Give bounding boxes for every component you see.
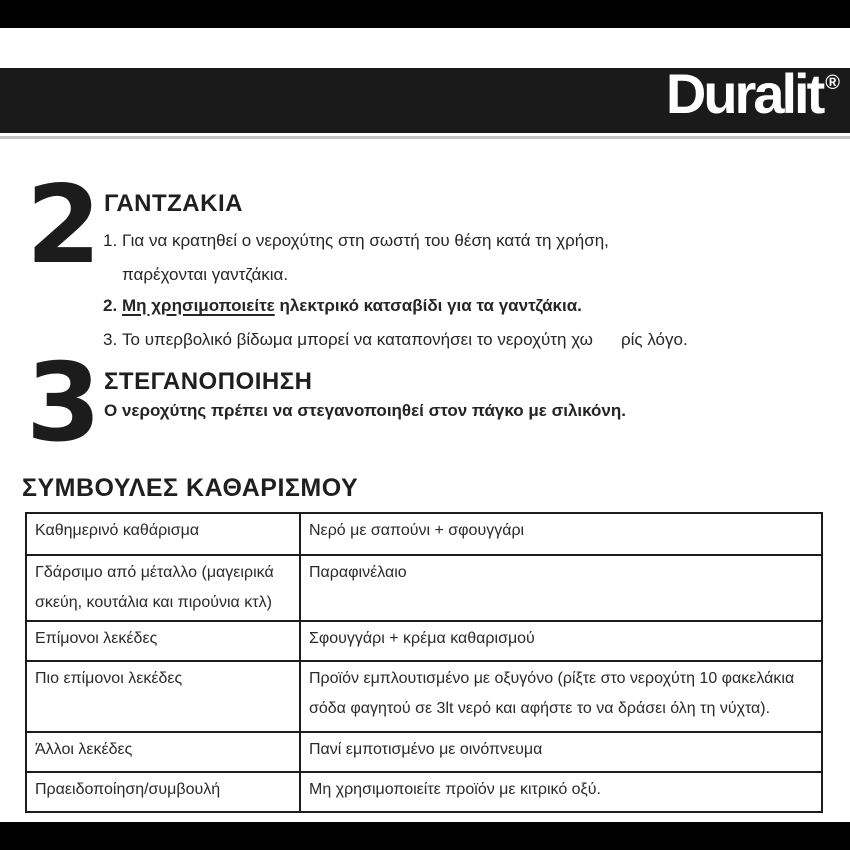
tip-label-cell	[26, 513, 300, 555]
item-1-number: 1.	[103, 231, 118, 250]
tip-label: Πραειδοποίηση/συμβουλή	[35, 781, 221, 798]
item-3-number: 3.	[103, 330, 118, 349]
section-2-title: ΓΑΝΤΖΑΚΙΑ	[104, 190, 243, 217]
section-3-body: Ο νεροχύτης πρέπει να στεγανοποιηθεί στον πάγκο με σιλικόνη.	[104, 401, 626, 420]
tip-value-line-2: σόδα φαγητού σε 3lt νερό και αφήστε το να δράσει όλη τη νύχτα).	[309, 700, 771, 717]
brand-name: Duralit	[665, 62, 823, 125]
section-2-item-1-line-2	[122, 265, 288, 285]
tip-label-line-2: σκεύη, κουτάλια και πιρούνια κτλ)	[35, 594, 272, 611]
section-2-item-3	[103, 330, 688, 350]
tip-value: Παραφινέλαιο	[309, 564, 407, 581]
item-1-text: Για να κρατηθεί ο νεροχύτης στη σωστή του θέση κατά τη χρήση,	[122, 231, 609, 250]
brand-band	[0, 62, 850, 133]
table-row	[26, 513, 822, 555]
item-3-text-part-2: ρίς λόγο.	[620, 330, 688, 349]
tip-value-cell	[300, 772, 822, 812]
tip-label-cell	[26, 732, 300, 772]
tip-label: Γδάρσιμο από μέταλλο (μαγειρικά	[35, 564, 274, 581]
tip-value-cell	[300, 732, 822, 772]
item-2-text: ηλεκτρικό κατσαβίδι για τα γαντζάκια.	[274, 296, 582, 315]
band-divider-rule	[0, 136, 850, 139]
tip-value-cell	[300, 513, 822, 555]
tip-value: Μη χρησιμοποιείτε προϊόν με κιτρικό οξύ.	[309, 781, 601, 798]
section-3-number: 3	[26, 341, 102, 466]
tip-value-cell	[300, 555, 822, 621]
tip-value: Νερό με σαπούνι + σφουγγάρι	[309, 522, 525, 539]
cleaning-tips-heading: ΣΥΜΒΟΥΛΕΣ ΚΑΘΑΡΙΣΜΟΥ	[22, 474, 359, 502]
tip-label: Άλλοι λεκέδες	[35, 741, 133, 758]
tip-label: Πιο επίμονοι λεκέδες	[35, 670, 183, 687]
tip-value-cell	[300, 661, 822, 732]
item-2-underlined-text: Μη χρησιμοποιείτε	[122, 296, 275, 315]
item-1-text-continued: παρέχονται γαντζάκια.	[122, 265, 289, 284]
top-letterbox-bar	[0, 0, 850, 28]
bottom-letterbox-bar	[0, 822, 850, 850]
tip-value: Προϊόν εμπλουτισμένο με οξυγόνο (ρίξτε στο νεροχύτη 10 φακελάκια	[309, 670, 795, 687]
table-row	[26, 732, 822, 772]
table-row	[26, 621, 822, 661]
item-3-text-part-1: Το υπερβολικό βίδωμα μπορεί να καταπονήσει το νεροχύτη χω	[122, 330, 593, 349]
section-2-item-1-line-1	[103, 231, 609, 251]
cleaning-tips-table	[25, 512, 823, 813]
section-2-number: 2	[26, 163, 102, 288]
tip-label-cell	[26, 621, 300, 661]
table-row	[26, 555, 822, 621]
section-2-item-2	[103, 296, 582, 316]
tip-label-cell	[26, 772, 300, 812]
table-row	[26, 661, 822, 732]
table-row	[26, 772, 822, 812]
registered-trademark-icon: ®	[825, 72, 840, 94]
tip-value: Πανί εμποτισμένο με οινόπνευμα	[309, 741, 543, 758]
tip-value: Σφουγγάρι + κρέμα καθαρισμού	[309, 630, 535, 647]
tip-label: Επίμονοι λεκέδες	[35, 630, 158, 647]
tip-label: Καθημερινό καθάρισμα	[35, 522, 200, 539]
tip-label-cell	[26, 555, 300, 621]
section-3-title: ΣΤΕΓΑΝΟΠΟΙΗΣΗ	[104, 368, 313, 395]
brand-logo	[666, 61, 840, 140]
tip-label-cell	[26, 661, 300, 732]
item-2-number: 2.	[103, 296, 118, 315]
tip-value-cell	[300, 621, 822, 661]
